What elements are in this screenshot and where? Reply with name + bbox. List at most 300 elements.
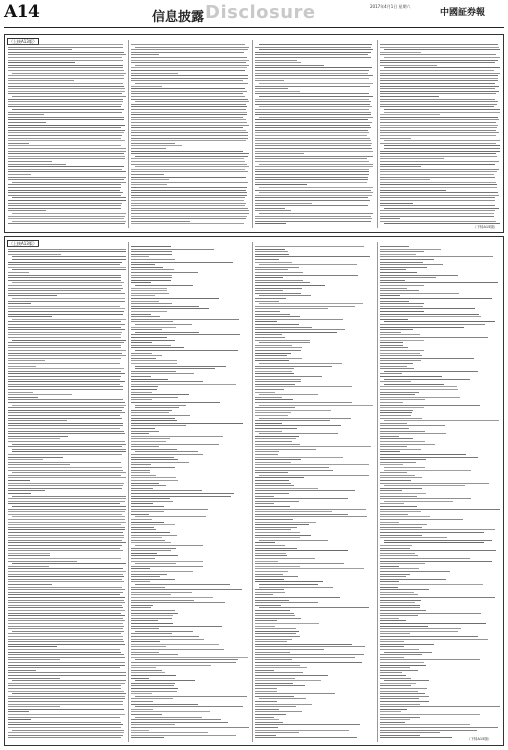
- text-line: [380, 623, 486, 624]
- text-line: [380, 503, 404, 504]
- text-line: [255, 623, 319, 624]
- text-line: [8, 342, 124, 343]
- text-line: [380, 522, 399, 523]
- text-line: [380, 153, 496, 154]
- text-line: [131, 67, 247, 68]
- text-line: [131, 641, 160, 642]
- text-line: [131, 293, 169, 294]
- text-line: [131, 379, 168, 380]
- text-line: [131, 179, 169, 180]
- text-line: [255, 449, 316, 450]
- text-line: [255, 140, 371, 141]
- text-line: [259, 433, 338, 434]
- section-title-cn: 信息披露: [152, 10, 205, 25]
- text-line: [255, 306, 355, 307]
- text-line: [131, 57, 247, 58]
- text-line: [8, 433, 125, 434]
- text-line: [255, 350, 301, 351]
- text-line: [131, 688, 178, 689]
- text-line: [380, 600, 421, 601]
- text-line: [8, 140, 125, 141]
- text-line: [380, 602, 415, 603]
- text-line: [255, 496, 274, 497]
- text-line: [380, 610, 426, 611]
- text-line: [255, 571, 288, 572]
- text-line: [8, 488, 122, 489]
- text-line: [131, 493, 234, 494]
- text-line: [380, 256, 493, 257]
- text-line: [131, 535, 177, 536]
- text-line: [8, 540, 122, 541]
- text-line: [8, 93, 122, 94]
- text-line: [8, 628, 123, 629]
- text-line: [255, 444, 300, 445]
- text-line: [380, 210, 495, 211]
- text-line: [380, 633, 410, 634]
- text-line: [12, 197, 126, 198]
- text-line: [131, 610, 175, 611]
- text-line: [131, 259, 175, 260]
- text-line: [255, 659, 292, 660]
- text-line: [131, 334, 240, 335]
- text-line: [380, 329, 413, 330]
- text-line: [135, 405, 186, 406]
- text-line: [380, 192, 498, 193]
- text-line: [380, 376, 442, 377]
- text-line: [8, 177, 126, 178]
- text-line: [380, 285, 424, 286]
- text-line: [255, 524, 309, 525]
- text-line: [380, 436, 399, 437]
- text-line: [255, 464, 369, 465]
- text-line: [131, 360, 177, 361]
- text-line: [12, 109, 124, 110]
- text-line: [12, 506, 126, 507]
- text-line: [8, 106, 121, 107]
- text-line: [255, 514, 348, 515]
- text-line: [131, 480, 178, 481]
- text-line: [8, 688, 121, 689]
- text-line: [255, 216, 371, 217]
- text-line: [380, 701, 429, 702]
- text-line: [131, 667, 156, 668]
- text-line: [255, 57, 371, 58]
- text-line: [8, 545, 122, 546]
- text-line: [131, 665, 211, 666]
- text-line: [380, 324, 485, 325]
- text-line: [8, 431, 124, 432]
- text-line: [8, 350, 126, 351]
- text-line: [255, 329, 345, 330]
- text-line: [255, 340, 310, 341]
- text-line: [255, 311, 280, 312]
- text-line: [380, 706, 500, 707]
- text-line: [8, 303, 31, 304]
- text-line: [8, 719, 31, 720]
- text-line: [131, 153, 249, 154]
- text-line: [255, 685, 305, 686]
- text-line: [8, 665, 125, 666]
- text-line: [8, 301, 125, 302]
- text-line: [255, 503, 274, 504]
- text-line: [131, 86, 162, 87]
- text-line: [380, 125, 498, 126]
- text-line: [131, 397, 178, 398]
- text-line: [255, 631, 299, 632]
- text-line: [380, 117, 498, 118]
- text-line: [8, 420, 67, 421]
- text-line: [8, 99, 123, 100]
- text-line: [131, 568, 150, 569]
- text-line: [380, 203, 413, 204]
- text-line: [255, 171, 369, 172]
- text-line: [380, 493, 426, 494]
- text-line: [259, 540, 328, 541]
- text-line: [380, 659, 480, 660]
- text-line: [259, 303, 363, 304]
- text-line: [255, 451, 279, 452]
- text-line: [8, 537, 124, 538]
- text-line: [8, 436, 68, 437]
- text-line: [135, 717, 202, 718]
- text-line: [8, 490, 45, 491]
- text-line: [131, 138, 248, 139]
- text-line: [131, 672, 165, 673]
- text-line: [8, 579, 122, 580]
- text-column: [380, 44, 500, 228]
- text-line: [8, 218, 124, 219]
- text-line: [8, 262, 122, 263]
- text-line: [259, 49, 373, 50]
- text-line: [255, 262, 292, 263]
- text-line: [380, 605, 420, 606]
- text-line: [8, 332, 122, 333]
- text-line: [255, 652, 290, 653]
- text-line: [8, 358, 121, 359]
- text-line: [8, 379, 120, 380]
- text-line: [8, 280, 121, 281]
- text-line: [255, 366, 332, 367]
- text-line: [255, 308, 328, 309]
- text-line: [131, 462, 189, 463]
- text-line: [131, 345, 171, 346]
- text-line: [131, 524, 175, 525]
- text-line: [131, 316, 160, 317]
- text-line: [380, 574, 410, 575]
- text-line: [131, 555, 178, 556]
- text-line: [12, 221, 126, 222]
- text-line: [384, 467, 425, 468]
- text-line: [380, 389, 458, 390]
- text-line: [380, 88, 495, 89]
- text-line: [255, 368, 294, 369]
- text-line: [131, 122, 247, 123]
- text-line: [131, 691, 177, 692]
- text-line: [131, 342, 152, 343]
- text-line: [8, 143, 29, 144]
- text-line: [8, 83, 123, 84]
- text-line: [380, 52, 421, 53]
- text-line: [255, 353, 291, 354]
- text-line: [380, 529, 495, 530]
- text-line: [131, 615, 173, 616]
- text-line: [8, 171, 126, 172]
- text-line: [8, 566, 49, 567]
- text-line: [131, 371, 176, 372]
- text-line: [131, 288, 167, 289]
- text-line: [8, 75, 124, 76]
- text-line: [255, 519, 293, 520]
- text-line: [380, 620, 406, 621]
- text-line: [380, 685, 411, 686]
- text-line: [131, 355, 162, 356]
- text-line: [380, 350, 424, 351]
- text-line: [384, 485, 465, 486]
- text-line: [380, 334, 420, 335]
- text-line: [380, 363, 413, 364]
- text-line: [131, 104, 246, 105]
- text-line: [380, 514, 408, 515]
- text-line: [255, 628, 296, 629]
- text-line: [380, 428, 409, 429]
- text-line: [380, 646, 404, 647]
- text-column: [380, 246, 500, 742]
- text-line: [131, 267, 163, 268]
- text-line: [384, 384, 444, 385]
- text-line: [259, 475, 369, 476]
- text-line: [380, 550, 496, 551]
- text-line: [380, 711, 401, 712]
- text-line: [8, 86, 124, 87]
- text-line: [380, 161, 499, 162]
- text-line: [255, 592, 285, 593]
- text-line: [384, 652, 432, 653]
- text-line: [255, 412, 291, 413]
- text-line: [384, 67, 500, 68]
- text-line: [135, 659, 238, 660]
- text-line: [8, 574, 123, 575]
- text-line: [380, 119, 499, 120]
- text-line: [380, 665, 426, 666]
- text-line: [8, 659, 60, 660]
- text-line: [255, 272, 303, 273]
- text-line: [380, 303, 424, 304]
- text-line: [8, 208, 121, 209]
- text-line: [255, 597, 340, 598]
- text-line: [255, 516, 367, 517]
- text-line: [135, 584, 230, 585]
- text-line: [8, 122, 46, 123]
- text-line: [255, 693, 335, 694]
- text-line: [255, 62, 301, 63]
- text-line: [8, 112, 122, 113]
- text-line: [135, 101, 249, 102]
- text-line: [380, 164, 495, 165]
- text-line: [131, 311, 167, 312]
- text-line: [131, 277, 172, 278]
- text-line: [8, 709, 124, 710]
- text-line: [131, 498, 170, 499]
- column-divider: [128, 242, 129, 742]
- text-line: [255, 730, 349, 731]
- text-line: [131, 628, 159, 629]
- text-line: [12, 451, 126, 452]
- text-line: [380, 631, 458, 632]
- text-line: [131, 127, 243, 128]
- text-line: [255, 672, 303, 673]
- text-line: [8, 267, 126, 268]
- text-line: [380, 719, 410, 720]
- text-line: [8, 618, 123, 619]
- text-line: [380, 688, 427, 689]
- text-line: [8, 462, 121, 463]
- text-line: [131, 496, 231, 497]
- text-line: [12, 269, 126, 270]
- text-line: [131, 550, 171, 551]
- text-line: [380, 295, 400, 296]
- text-line: [8, 696, 125, 697]
- text-line: [8, 88, 125, 89]
- text-line: [8, 732, 124, 733]
- text-line: [131, 519, 152, 520]
- text-line: [255, 197, 368, 198]
- text-line: [380, 475, 415, 476]
- text-line: [8, 675, 126, 676]
- text-line: [380, 353, 420, 354]
- text-line: [131, 93, 243, 94]
- text-line: [380, 704, 420, 705]
- text-line: [131, 485, 166, 486]
- text-line: [380, 182, 496, 183]
- text-line: [380, 457, 478, 458]
- text-line: [8, 60, 123, 61]
- text-line: [380, 472, 407, 473]
- text-line: [255, 662, 362, 663]
- text-line: [380, 459, 426, 460]
- text-line: [131, 295, 155, 296]
- text-line: [259, 698, 306, 699]
- text-line: [255, 649, 324, 650]
- text-line: [131, 438, 170, 439]
- text-line: [131, 587, 165, 588]
- column-divider: [128, 40, 129, 228]
- text-line: [131, 418, 175, 419]
- text-line: [384, 140, 500, 141]
- text-line: [131, 579, 175, 580]
- text-line: [380, 732, 440, 733]
- text-line: [131, 613, 178, 614]
- text-line: [131, 558, 155, 559]
- text-line: [131, 441, 166, 442]
- text-line: [255, 275, 358, 276]
- text-line: [8, 161, 52, 162]
- text-line: [8, 104, 122, 105]
- text-line: [255, 52, 371, 53]
- text-line: [131, 605, 153, 606]
- text-line: [380, 724, 470, 725]
- text-line: [135, 47, 249, 48]
- text-line: [255, 78, 369, 79]
- text-line: [131, 561, 203, 562]
- text-line: [8, 145, 121, 146]
- text-line: [380, 197, 495, 198]
- text-line: [12, 256, 126, 257]
- text-line: [8, 701, 123, 702]
- text-line: [8, 402, 125, 403]
- text-line: [131, 187, 247, 188]
- text-line: [8, 347, 121, 348]
- text-line: [135, 350, 238, 351]
- text-line: [131, 542, 171, 543]
- text-line: [380, 249, 441, 250]
- text-line: [255, 337, 285, 338]
- text-line: [380, 104, 497, 105]
- text-line: [255, 371, 292, 372]
- text-line: [8, 514, 122, 515]
- text-line: [380, 441, 425, 442]
- text-line: [131, 221, 190, 222]
- text-line: [255, 509, 366, 510]
- text-line: [380, 221, 496, 222]
- text-line: [131, 423, 243, 424]
- text-line: [255, 561, 278, 562]
- text-line: [380, 368, 414, 369]
- text-line: [380, 151, 500, 152]
- text-line: [384, 57, 500, 58]
- text-line: [8, 138, 121, 139]
- text-line: [135, 324, 192, 325]
- text-line: [255, 438, 296, 439]
- text-line: [8, 65, 123, 66]
- text-line: [131, 256, 149, 257]
- text-line: [131, 488, 153, 489]
- text-line: [380, 80, 498, 81]
- text-line: [8, 210, 46, 211]
- text-line: [380, 451, 400, 452]
- text-line: [8, 275, 121, 276]
- text-line: [8, 558, 121, 559]
- text-line: [131, 54, 159, 55]
- text-line: [131, 177, 246, 178]
- text-line: [8, 724, 123, 725]
- text-line: [380, 54, 496, 55]
- text-line: [131, 264, 155, 265]
- text-line: [255, 579, 284, 580]
- text-line: [380, 433, 446, 434]
- text-line: [380, 218, 400, 219]
- text-line: [12, 516, 125, 517]
- text-line: [255, 535, 311, 536]
- text-line: [255, 190, 371, 191]
- text-line: [255, 65, 324, 66]
- text-line: [380, 345, 403, 346]
- text-line: [131, 392, 152, 393]
- text-line: [8, 57, 122, 58]
- text-line: [255, 75, 373, 76]
- text-line: [131, 80, 243, 81]
- text-line: [131, 112, 247, 113]
- text-line: [380, 594, 418, 595]
- text-line: [131, 44, 245, 45]
- continued-from-label: （上接A13版）: [9, 39, 37, 44]
- text-line: [255, 602, 318, 603]
- text-line: [380, 558, 470, 559]
- text-line: [255, 680, 321, 681]
- text-line: [380, 269, 406, 270]
- text-line: [380, 735, 420, 736]
- text-line: [131, 737, 164, 738]
- bottom-continued-note: （下转A15版）: [467, 737, 492, 741]
